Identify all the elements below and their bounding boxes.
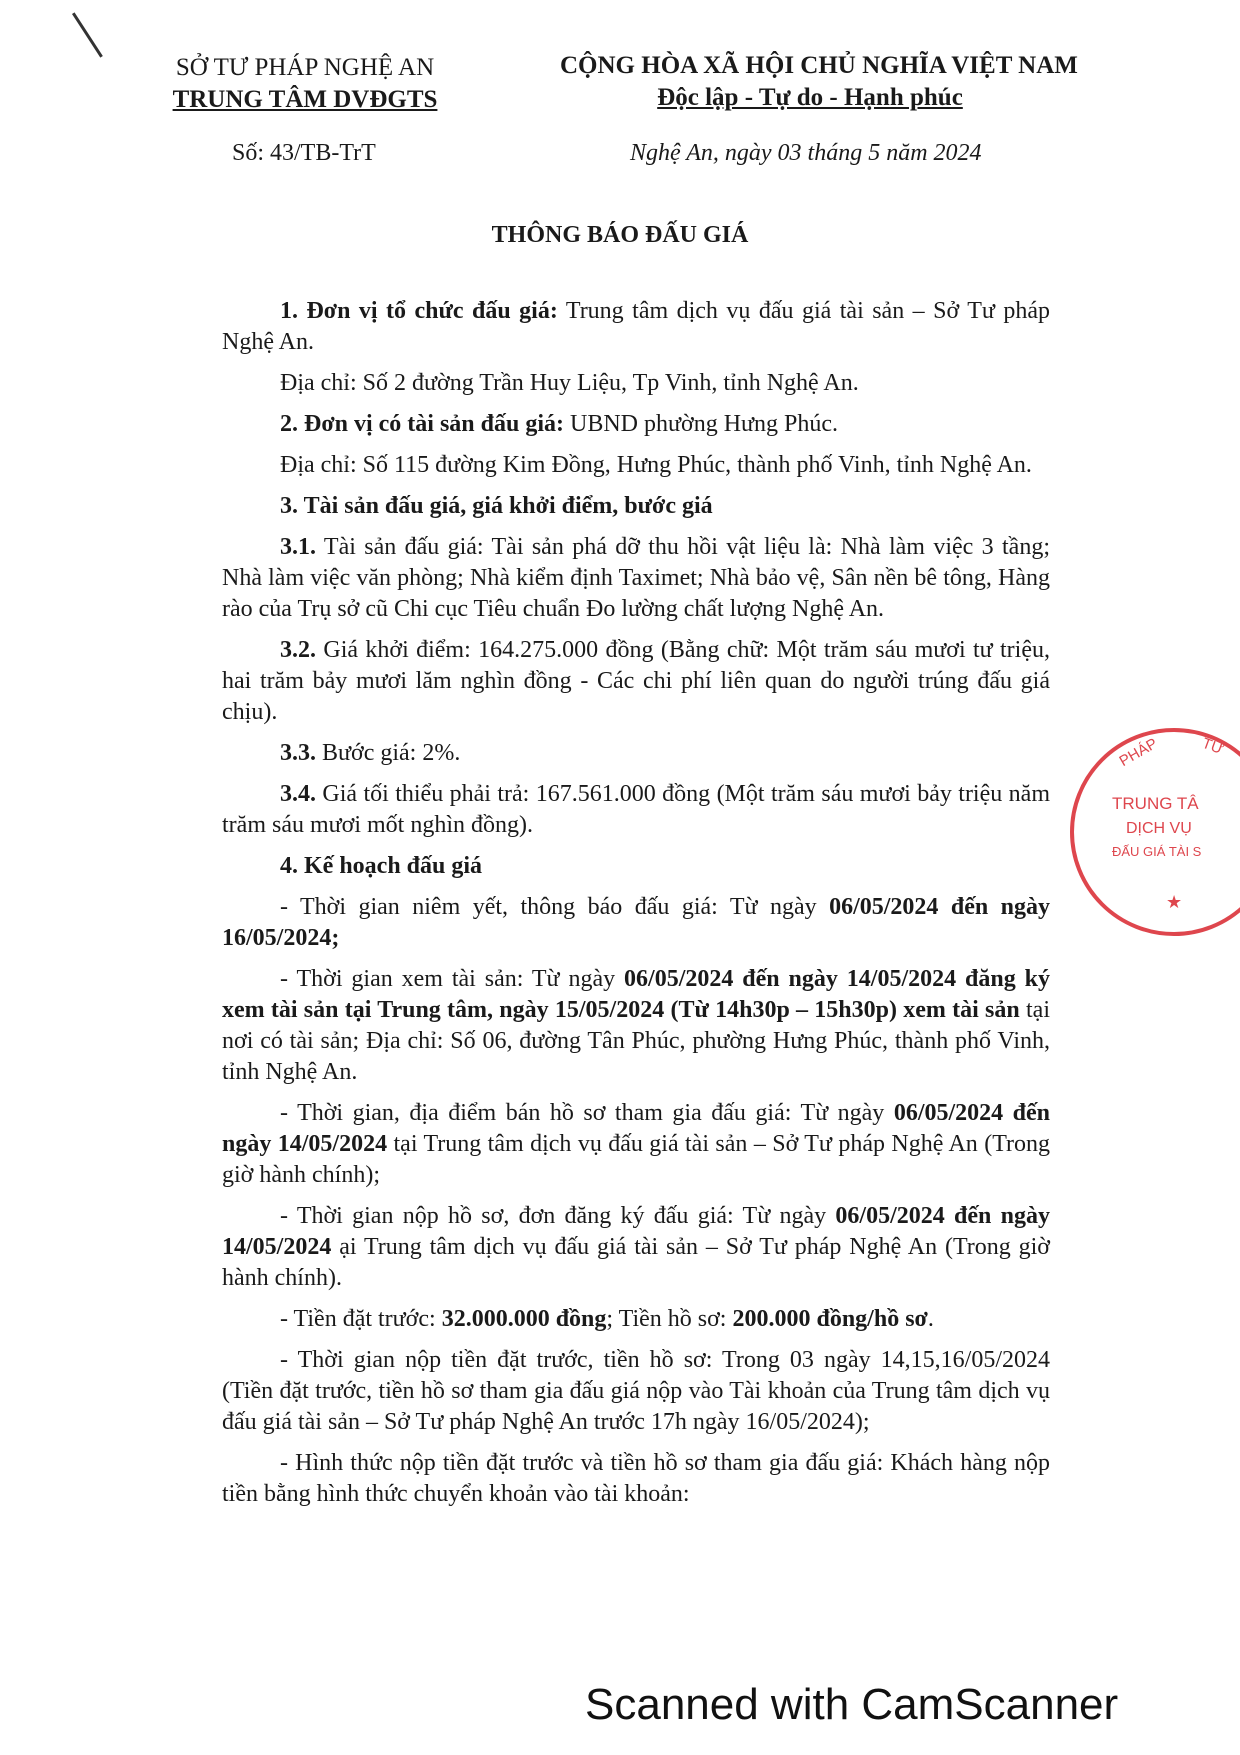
section-3-2-label: 3.2.: [280, 637, 316, 663]
plan-item-registration-dates: 06/05/2024 đến ngày 14/05/2024: [222, 1203, 1050, 1260]
section-2-label: 2. Đơn vị có tài sản đấu giá:: [280, 411, 564, 437]
plan-item-viewing-location: tại nơi có tài sản; Địa chỉ: Số 06, đường Tân Phúc, phường Hưng Phúc, thành phố Vinh, tỉnh Nghệ An.: [222, 997, 1050, 1085]
plan-item-dossier-sale-text: - Thời gian, địa điểm bán hồ sơ tham gia đấu giá: Từ ngày: [280, 1100, 894, 1126]
section-2-address: Địa chỉ: Số 115 đường Kim Đồng, Hưng Phúc, thành phố Vinh, tỉnh Nghệ An.: [280, 452, 1032, 478]
section-3-1-label: 3.1.: [280, 534, 316, 560]
plan-item-dossier-sale-dates: 06/05/2024 đến ngày 14/05/2024: [222, 1100, 1051, 1157]
red-seal-stamp: [1070, 728, 1240, 936]
date-line: Nghệ An, ngày 03 tháng 5 năm 2024: [630, 140, 982, 166]
issuer-block: [170, 52, 440, 116]
plan-item-deposit: [222, 1304, 1050, 1335]
issuer-line1: SỞ TƯ PHÁP NGHỆ AN: [175, 54, 435, 81]
section-3-heading: 3. Tài sản đấu giá, giá khởi điểm, bước giá: [280, 493, 713, 519]
section-3-1: [222, 532, 1050, 625]
nation-name: CỘNG HÒA XÃ HỘI CHỦ NGHĨA VIỆT NAM: [560, 52, 1078, 79]
dossier-fee-label: ; Tiền hồ sơ:: [606, 1306, 733, 1332]
section-1-label: 1. Đơn vị tổ chức đấu giá:: [280, 298, 558, 324]
section-3-4: [222, 779, 1050, 841]
plan-item-payment-method: - Hình thức nộp tiền đặt trước và tiền hồ sơ tham gia đấu giá: Khách hàng nộp tiền bằng hình thức chuyển khoản vào tài khoản:: [222, 1450, 1050, 1507]
plan-item-registration-location: ại Trung tâm dịch vụ đấu giá tài sản – Sở Tư pháp Nghệ An (Trong giờ hành chính).: [222, 1234, 1050, 1291]
section-2-text: UBND phường Hưng Phúc.: [564, 411, 839, 437]
section-3-4-label: 3.4.: [280, 781, 316, 807]
plan-item-payment-time: - Thời gian nộp tiền đặt trước, tiền hồ sơ: Trong 03 ngày 14,15,16/05/2024 (Tiền đặt trước, tiền hồ sơ tham gia đấu giá nộp vào Tài khoản của Trung tâm dịch vụ đấu giá tài sản – Sở Tư pháp Nghệ An trước 17h ngày 16/05/2024);: [222, 1347, 1050, 1435]
section-3-2: [222, 635, 1050, 728]
section-3-3-text: Bước giá: 2%.: [316, 740, 461, 766]
plan-item-viewing: [222, 964, 1050, 1088]
stamp-arc-text-right: TƯ: [1199, 734, 1227, 759]
plan-item-registration: [222, 1201, 1050, 1294]
document-title: THÔNG BÁO ĐẤU GIÁ: [491, 222, 749, 248]
section-4-heading: 4. Kế hoạch đấu giá: [280, 853, 483, 879]
section-1-text: Trung tâm dịch vụ đấu giá tài sản – Sở Tư pháp Nghệ An.: [222, 298, 1051, 355]
stamp-star-icon: ★: [1166, 892, 1183, 912]
plan-item-dossier-sale-location: tại Trung tâm dịch vụ đấu giá tài sản – Sở Tư pháp Nghệ An (Trong giờ hành chính);: [222, 1131, 1050, 1188]
document-body: [222, 296, 1050, 1520]
deposit-label: - Tiền đặt trước:: [280, 1306, 442, 1332]
section-3-2-text: Giá khởi điểm: 164.275.000 đồng (Bằng chữ: Một trăm sáu mươi tư triệu, hai trăm bảy mươi lăm nghìn đồng - Các chi phí liên quan do người trúng đấu giá chịu).: [222, 637, 1050, 725]
section-3-4-text: Giá tối thiểu phải trả: 167.561.000 đồng (Một trăm sáu mươi bảy triệu năm trăm sáu mươi mốt nghìn đồng).: [222, 781, 1050, 838]
reference-number: Số: 43/TB-TrT: [232, 140, 376, 166]
section-2: [222, 409, 1050, 440]
issuer-line2: TRUNG TÂM DVĐGTS: [172, 86, 438, 113]
section-3-3-label: 3.3.: [280, 740, 316, 766]
scan-mark: [72, 12, 103, 57]
deposit-amount: 32.000.000 đồng: [441, 1306, 607, 1332]
motto: Độc lập - Tự do - Hạnh phúc: [657, 84, 963, 111]
plan-item-dossier-sale: [222, 1098, 1050, 1191]
plan-item-viewing-text: - Thời gian xem tài sản: Từ ngày: [280, 966, 625, 992]
national-motto-block: [560, 50, 1078, 114]
stamp-line-1: TRUNG TÂ: [1112, 794, 1199, 813]
deposit-end: .: [927, 1306, 934, 1332]
stamp-line-2: DỊCH VỤ: [1126, 820, 1192, 837]
stamp-arc-text: PHÁP: [1116, 734, 1161, 771]
scanner-watermark: Scanned with CamScanner: [585, 1680, 1119, 1729]
section-1-address: Địa chỉ: Số 2 đường Trần Huy Liệu, Tp Vinh, tỉnh Nghệ An.: [280, 370, 859, 396]
plan-item-registration-text: - Thời gian nộp hồ sơ, đơn đăng ký đấu giá: Từ ngày: [280, 1203, 836, 1229]
section-3-3: [222, 738, 1050, 769]
plan-item-listing: [222, 892, 1050, 954]
plan-item-listing-text: - Thời gian niêm yết, thông báo đấu giá: Từ ngày: [280, 894, 830, 920]
dossier-fee-amount: 200.000 đồng/hồ sơ: [732, 1306, 928, 1332]
plan-item-viewing-dates: 06/05/2024 đến ngày 14/05/2024 đăng ký xem tài sản tại Trung tâm, ngày 15/05/2024 (Từ 14h30p – 15h30p) xem tài sản: [222, 966, 1050, 1023]
stamp-line-3: ĐẤU GIÁ TÀI S: [1112, 844, 1202, 859]
plan-item-listing-dates: 06/05/2024 đến ngày 16/05/2024;: [222, 894, 1051, 951]
section-1: [222, 296, 1050, 358]
section-3-1-text: Tài sản đấu giá: Tài sản phá dỡ thu hồi vật liệu là: Nhà làm việc 3 tầng; Nhà làm việc văn phòng; Nhà kiểm định Taximet; Nhà bảo vệ, Sân nền bê tông, Hàng rào của Trụ sở cũ Chi cục Tiêu chuẩn Đo lường chất lượng Nghệ An.: [222, 534, 1050, 622]
